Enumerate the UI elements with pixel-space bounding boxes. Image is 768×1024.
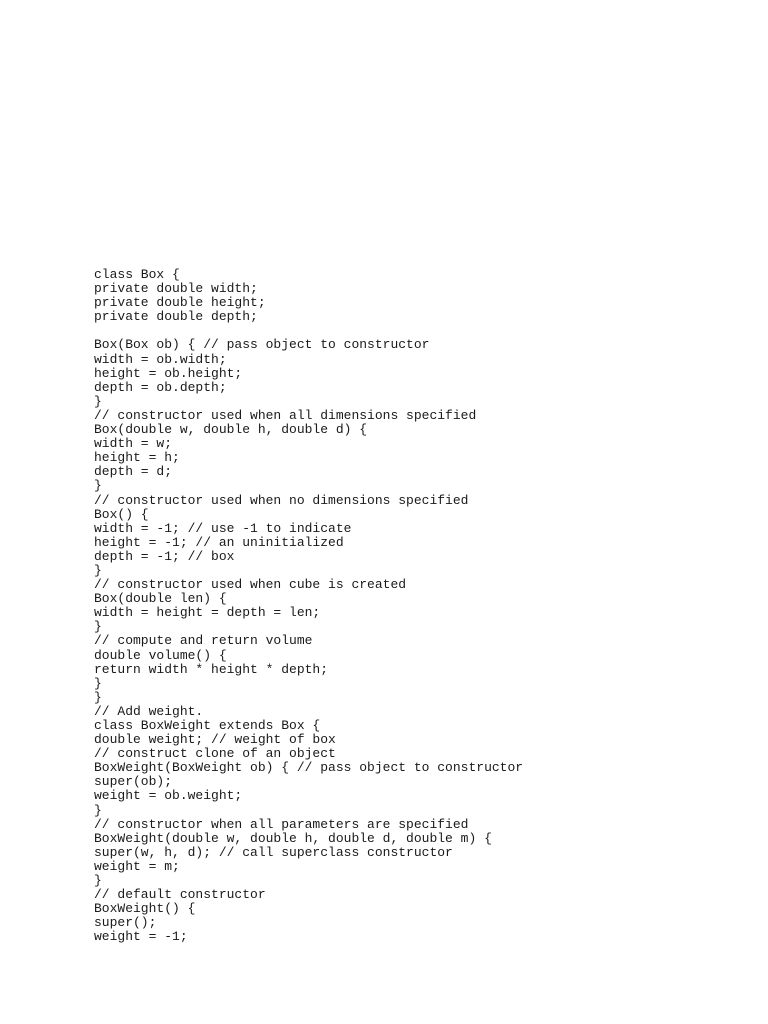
code-line: BoxWeight(BoxWeight ob) { // pass object to constructor <box>94 760 524 776</box>
code-line: // construct clone of an object <box>94 746 336 762</box>
code-line: height = h; <box>94 450 180 466</box>
code-line: // compute and return volume <box>94 633 313 649</box>
code-line: Box(double len) { <box>94 591 227 607</box>
code-line: width = -1; // use -1 to indicate <box>94 520 352 536</box>
code-line: // constructor used when cube is created <box>94 577 407 593</box>
code-line: BoxWeight() { <box>94 901 196 917</box>
code-line: return width * height * depth; <box>94 661 329 677</box>
code-line: Box(double w, double h, double d) { <box>94 422 368 438</box>
code-line: weight = -1; <box>94 929 188 945</box>
code-line: super(ob); <box>94 774 173 790</box>
code-line: double weight; // weight of box <box>94 732 336 748</box>
code-line: } <box>94 619 102 635</box>
code-line: private double height; <box>94 295 266 311</box>
code-line: class BoxWeight extends Box { <box>94 718 321 733</box>
code-line: } <box>94 689 102 705</box>
code-line: } <box>94 478 102 494</box>
code-line: width = height = depth = len; <box>94 605 321 621</box>
code-line: private double width; <box>94 281 258 297</box>
code-line: width = w; <box>94 436 173 452</box>
code-line: double volume() { <box>94 647 227 663</box>
code-line: height = ob.height; <box>94 365 243 381</box>
code-line: } <box>94 562 102 578</box>
code-listing <box>94 268 523 945</box>
code-line: height = -1; // an uninitialized <box>94 534 344 550</box>
code-line: } <box>94 675 102 691</box>
code-line: Box(Box ob) { // pass object to constructor <box>94 337 430 353</box>
code-line: weight = ob.weight; <box>94 788 243 804</box>
code-line: } <box>94 393 102 409</box>
code-line: Box() { <box>94 506 149 522</box>
code-line: depth = d; <box>94 464 173 480</box>
code-line: } <box>94 873 102 889</box>
code-line: depth = -1; // box <box>94 548 235 564</box>
code-line: class Box { <box>94 267 180 282</box>
code-line <box>94 324 523 338</box>
code-line: weight = m; <box>94 858 180 874</box>
code-line: depth = ob.depth; <box>94 379 227 395</box>
code-line: private double depth; <box>94 309 258 325</box>
code-line: // constructor used when no dimensions specified <box>94 492 469 508</box>
code-line: width = ob.width; <box>94 351 227 367</box>
code-line: BoxWeight(double w, double h, double d, double m) { <box>94 830 492 846</box>
code-line: // constructor when all parameters are specified <box>94 816 469 832</box>
code-line: // default constructor <box>94 887 266 903</box>
code-line: // Add weight. <box>94 703 204 719</box>
code-line: // constructor used when all dimensions specified <box>94 407 477 423</box>
code-line: super(); <box>94 915 157 931</box>
code-line: } <box>94 802 102 818</box>
code-line: super(w, h, d); // call superclass constructor <box>94 844 453 860</box>
